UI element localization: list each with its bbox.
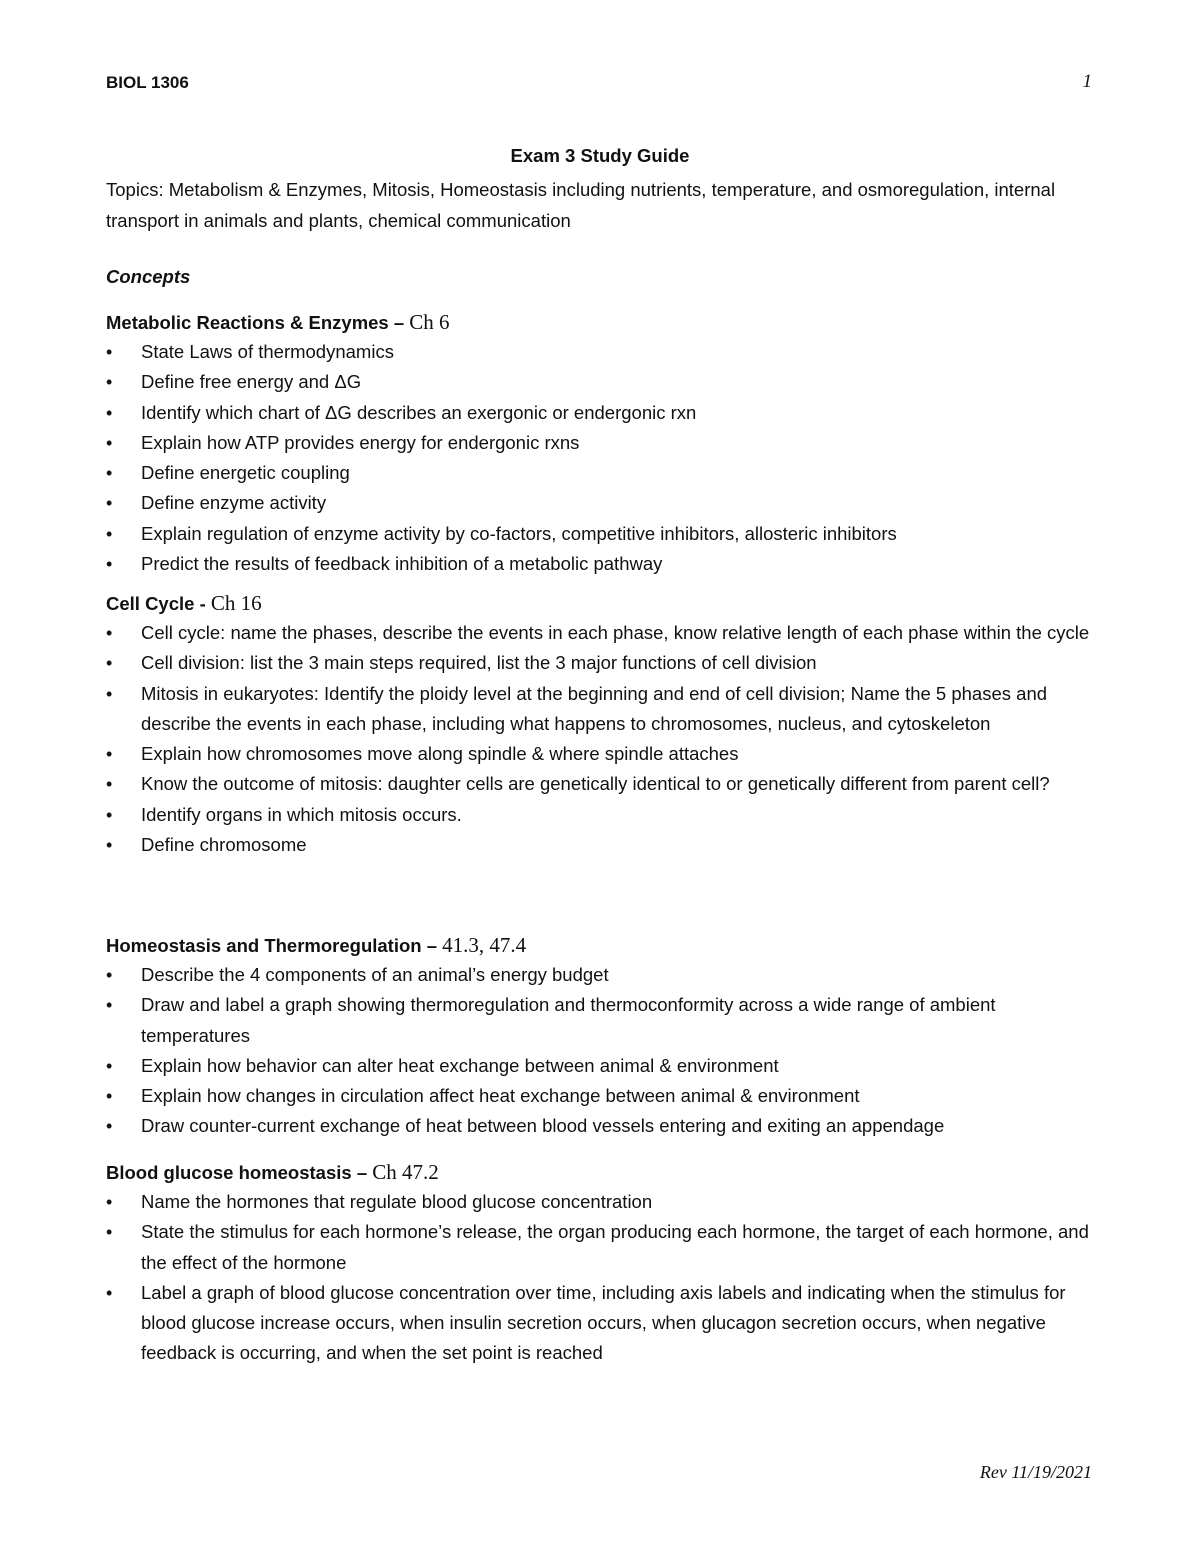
section-cell-cycle: [106, 588, 1096, 860]
list-item: [106, 800, 1096, 830]
list-item-text: Explain how chromosomes move along spindle & where spindle attaches: [141, 743, 739, 765]
list-item: [106, 1217, 1096, 1278]
bullet-icon: •: [106, 774, 113, 795]
bullet-icon: •: [106, 1055, 113, 1076]
list-item-text: Identify organs in which mitosis occurs.: [141, 803, 462, 825]
bullet-icon: •: [106, 1116, 113, 1137]
section-heading-text: Cell Cycle -: [106, 593, 211, 614]
list-item-text: Draw counter-current exchange of heat between blood vessels entering and exiting an appendage: [141, 1115, 945, 1137]
section-thermoregulation: [106, 930, 1096, 1142]
section-heading: [106, 588, 1096, 618]
list-item-text: State the stimulus for each hormone’s release, the organ producing each hormone, the target of each hormone, and the effect of the hormone: [141, 1221, 1089, 1273]
list-item: [106, 830, 1096, 860]
bullet-icon: •: [106, 432, 113, 453]
bullet-icon: •: [106, 965, 113, 985]
list-item: [106, 367, 1096, 397]
section-metabolic-reactions: [106, 307, 1096, 579]
list-item: [106, 1111, 1096, 1141]
document-title: Exam 3 Study Guide: [510, 145, 690, 166]
list-item: [106, 458, 1096, 488]
list-item-text: Identify which chart of ΔG describes an exergonic or endergonic rxn: [141, 401, 697, 423]
bullet-icon: •: [106, 804, 113, 825]
list-item-text: Predict the results of feedback inhibition of a metabolic pathway: [141, 553, 663, 575]
bullet-icon: •: [106, 653, 113, 674]
list-item-text: Name the hormones that regulate blood glucose concentration: [141, 1191, 653, 1212]
bullet-list: [106, 618, 1096, 860]
list-item: [106, 549, 1096, 579]
list-item: [106, 769, 1096, 799]
section-heading: [106, 930, 1096, 960]
course-code: BIOL 1306: [106, 73, 189, 92]
bullet-list: [106, 960, 1096, 1142]
page-number: 1: [1082, 71, 1092, 92]
revision-date: Rev 11/19/2021: [979, 1462, 1092, 1482]
list-item-text: Know the outcome of mitosis: daughter cells are genetically identical to or genetically different from parent cell?: [141, 773, 1050, 795]
topics-paragraph: Topics: Metabolism & Enzymes, Mitosis, Homeostasis including nutrients, temperature, and osmoregulation, internal transport in animals and plants, chemical communication: [106, 179, 1056, 231]
section-chapter-ref: Ch 6: [409, 310, 450, 334]
list-item: [106, 618, 1096, 648]
bullet-list: [106, 1187, 1096, 1369]
bullet-icon: •: [106, 342, 113, 362]
list-item-text: Draw and label a graph showing thermoregulation and thermoconformity across a wide range of ambient temperatures: [141, 994, 996, 1046]
bullet-icon: •: [106, 1222, 113, 1243]
bullet-icon: •: [106, 835, 113, 856]
bullet-icon: •: [106, 493, 113, 514]
concepts-heading: Concepts: [106, 266, 191, 287]
list-item-text: Cell division: list the 3 main steps required, list the 3 major functions of cell division: [141, 652, 817, 674]
list-item-text: Describe the 4 components of an animal’s energy budget: [141, 964, 609, 985]
list-item: [106, 648, 1096, 678]
bullet-icon: •: [106, 744, 113, 765]
list-item-text: Cell cycle: name the phases, describe the events in each phase, know relative length of each phase within the cycle: [141, 622, 1090, 643]
list-item: [106, 1081, 1096, 1111]
list-item: [106, 1051, 1096, 1081]
section-heading-text: Metabolic Reactions & Enzymes –: [106, 312, 410, 333]
list-item: [106, 990, 1096, 1051]
bullet-icon: •: [106, 554, 113, 575]
bullet-icon: •: [106, 623, 113, 643]
list-item: [106, 428, 1096, 458]
list-item-text: Define energetic coupling: [141, 462, 350, 484]
bullet-icon: •: [106, 1086, 113, 1107]
section-blood-glucose: [106, 1157, 1096, 1369]
list-item: [106, 337, 1096, 367]
list-item-text: Explain how behavior can alter heat exchange between animal & environment: [141, 1054, 779, 1076]
section-chapter-ref: 41.3, 47.4: [442, 933, 527, 957]
section-heading: [106, 307, 1096, 337]
bullet-icon: •: [106, 1192, 113, 1212]
list-item-text: Define chromosome: [141, 834, 307, 856]
section-heading-text: Blood glucose homeostasis –: [106, 1162, 373, 1183]
list-item: [106, 739, 1096, 769]
list-item-text: State Laws of thermodynamics: [141, 341, 394, 362]
bullet-icon: •: [106, 372, 113, 393]
bullet-icon: •: [106, 995, 113, 1016]
list-item-text: Explain how changes in circulation affect heat exchange between animal & environment: [141, 1085, 860, 1107]
list-item-text: Define free energy and ΔG: [141, 371, 362, 393]
list-item-text: Mitosis in eukaryotes: Identify the ploidy level at the beginning and end of cell division; Name the 5 phases and describe the events in each phase, including what happens to chromosomes, nucleus, and cytoskeleton: [141, 682, 1048, 734]
list-item-text: Explain how ATP provides energy for endergonic rxns: [141, 431, 580, 453]
bullet-icon: •: [106, 1282, 113, 1303]
section-chapter-ref: Ch 47.2: [372, 1160, 439, 1184]
list-item: [106, 519, 1096, 549]
list-item: [106, 1187, 1096, 1217]
list-item: [106, 398, 1096, 428]
bullet-icon: •: [106, 402, 113, 423]
list-item: [106, 679, 1096, 740]
section-heading-text: Homeostasis and Thermoregulation –: [106, 935, 443, 956]
list-item-text: Label a graph of blood glucose concentration over time, including axis labels and indicating when the stimulus for blood glucose increase occurs, when insulin secretion occurs, when glucagon secretion occurs, when negative feedback is occurring, and when the set point is reached: [141, 1281, 1066, 1364]
list-item-text: Define enzyme activity: [141, 492, 327, 514]
bullet-icon: •: [106, 683, 113, 704]
bullet-icon: •: [106, 463, 113, 484]
section-heading: [106, 1157, 1096, 1187]
bullet-list: [106, 337, 1096, 579]
list-item: [106, 960, 1096, 990]
bullet-icon: •: [106, 523, 113, 544]
list-item: [106, 1278, 1096, 1369]
list-item: [106, 488, 1096, 518]
section-chapter-ref: Ch 16: [210, 591, 262, 615]
list-item-text: Explain regulation of enzyme activity by co-factors, competitive inhibitors, allosteric inhibitors: [141, 522, 897, 544]
